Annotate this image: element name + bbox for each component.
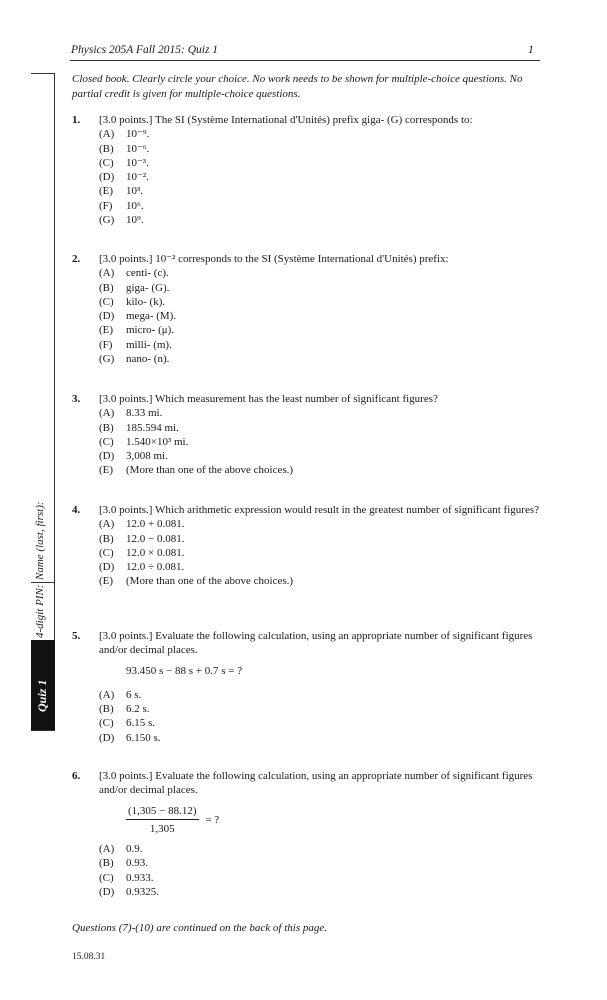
option-d[interactable]: (D) 6.150 s.	[99, 731, 161, 744]
quiz-label: Quiz 1	[35, 679, 49, 712]
question-text: [3.0 points.] Evaluate the following calculation, using an appropriate number of significant figures and/or decimal places.	[99, 770, 533, 797]
option-c[interactable]: (C) 0.933.	[99, 871, 154, 884]
option-d[interactable]: (D) 12.0 ÷ 0.081.	[99, 561, 185, 574]
option-e[interactable]: (E) (More than one of the above choices.)	[99, 464, 294, 477]
option-d[interactable]: (D) 0.9325.	[99, 886, 159, 899]
question-number: 5.	[72, 630, 81, 642]
option-a[interactable]: (A) 10⁻⁹.	[99, 128, 150, 141]
question-text: [3.0 points.] Which measurement has the least number of significant figures?	[99, 393, 438, 405]
option-a[interactable]: (A) centi- (c).	[99, 267, 169, 280]
option-d[interactable]: (D) mega- (M).	[99, 310, 177, 323]
page-header-title: Physics 205A Fall 2015: Quiz 1	[71, 44, 219, 56]
question-text: [3.0 points.] The SI (Système International d'Unités) prefix giga- (G) corresponds to:	[99, 114, 473, 126]
option-d[interactable]: (D) 3,008 mi.	[99, 450, 168, 463]
option-b[interactable]: (B) 12.0 − 0.081.	[99, 532, 185, 545]
option-c[interactable]: (C) kilo- (k).	[99, 295, 166, 308]
question-number: 1.	[72, 114, 81, 126]
option-b[interactable]: (B) 0.93.	[99, 857, 148, 870]
option-b[interactable]: (B) 6.2 s.	[99, 703, 150, 716]
option-g[interactable]: (G) nano- (n).	[99, 353, 170, 366]
continuation-note: Questions (7)-(10) are continued on the back of this page.	[72, 922, 327, 934]
option-e[interactable]: (E) micro- (μ).	[99, 324, 175, 337]
option-b[interactable]: (B) 10⁻⁶.	[99, 142, 150, 155]
fraction-suffix: = ?	[205, 813, 220, 826]
option-g[interactable]: (G) 10⁹.	[99, 214, 144, 227]
option-c[interactable]: (C) 10⁻³.	[99, 156, 149, 169]
question-text: [3.0 points.] Evaluate the following calculation, using an appropriate number of significant figures and/or decimal places.	[99, 630, 533, 657]
question-text: [3.0 points.] Which arithmetic expression would result in the greatest number of significant figures?	[99, 504, 539, 516]
pin-label: 4-digit PIN:	[34, 584, 46, 638]
option-e[interactable]: (E) 10³.	[99, 185, 144, 198]
header-rule	[70, 60, 540, 61]
question-number: 4.	[72, 504, 81, 516]
question-number: 6.	[72, 770, 81, 782]
name-label: Name (last, first):	[34, 501, 46, 580]
option-f[interactable]: (F) 10⁶.	[99, 199, 144, 212]
question-number: 3.	[72, 393, 81, 405]
question-text: [3.0 points.] 10⁻² corresponds to the SI (Système International d'Unités) prefix:	[99, 253, 449, 265]
option-c[interactable]: (C) 6.15 s.	[99, 717, 156, 730]
question-number: 2.	[72, 253, 81, 265]
option-b[interactable]: (B) 185.594 mi.	[99, 421, 179, 434]
sidebar-divider	[31, 582, 55, 583]
option-f[interactable]: (F) milli- (m).	[99, 338, 172, 351]
option-c[interactable]: (C) 12.0 × 0.081.	[99, 546, 185, 559]
option-a[interactable]: (A) 8.33 mi.	[99, 407, 163, 420]
option-d[interactable]: (D) 10⁻².	[99, 171, 149, 184]
document-date: 15.08.31	[72, 952, 106, 962]
instructions: Closed book. Clearly circle your choice. No work needs to be shown for multiple-choice questions. No partial credit is given for multiple-choice questions.	[72, 73, 523, 100]
option-b[interactable]: (B) giga- (G).	[99, 281, 170, 294]
formula: 93.450 s − 88 s + 0.7 s = ?	[126, 664, 243, 677]
option-e[interactable]: (E) (More than one of the above choices.)	[99, 575, 294, 588]
option-a[interactable]: (A) 6 s.	[99, 688, 142, 701]
fraction-denominator: 1,305	[149, 822, 175, 835]
option-c[interactable]: (C) 1.540×10³ mi.	[99, 435, 189, 448]
option-a[interactable]: (A) 0.9.	[99, 843, 143, 856]
option-a[interactable]: (A) 12.0 + 0.081.	[99, 518, 185, 531]
fraction-numerator: (1,305 − 88.12)	[126, 804, 199, 820]
page-number: 1	[528, 44, 534, 56]
fraction-formula	[126, 804, 549, 837]
